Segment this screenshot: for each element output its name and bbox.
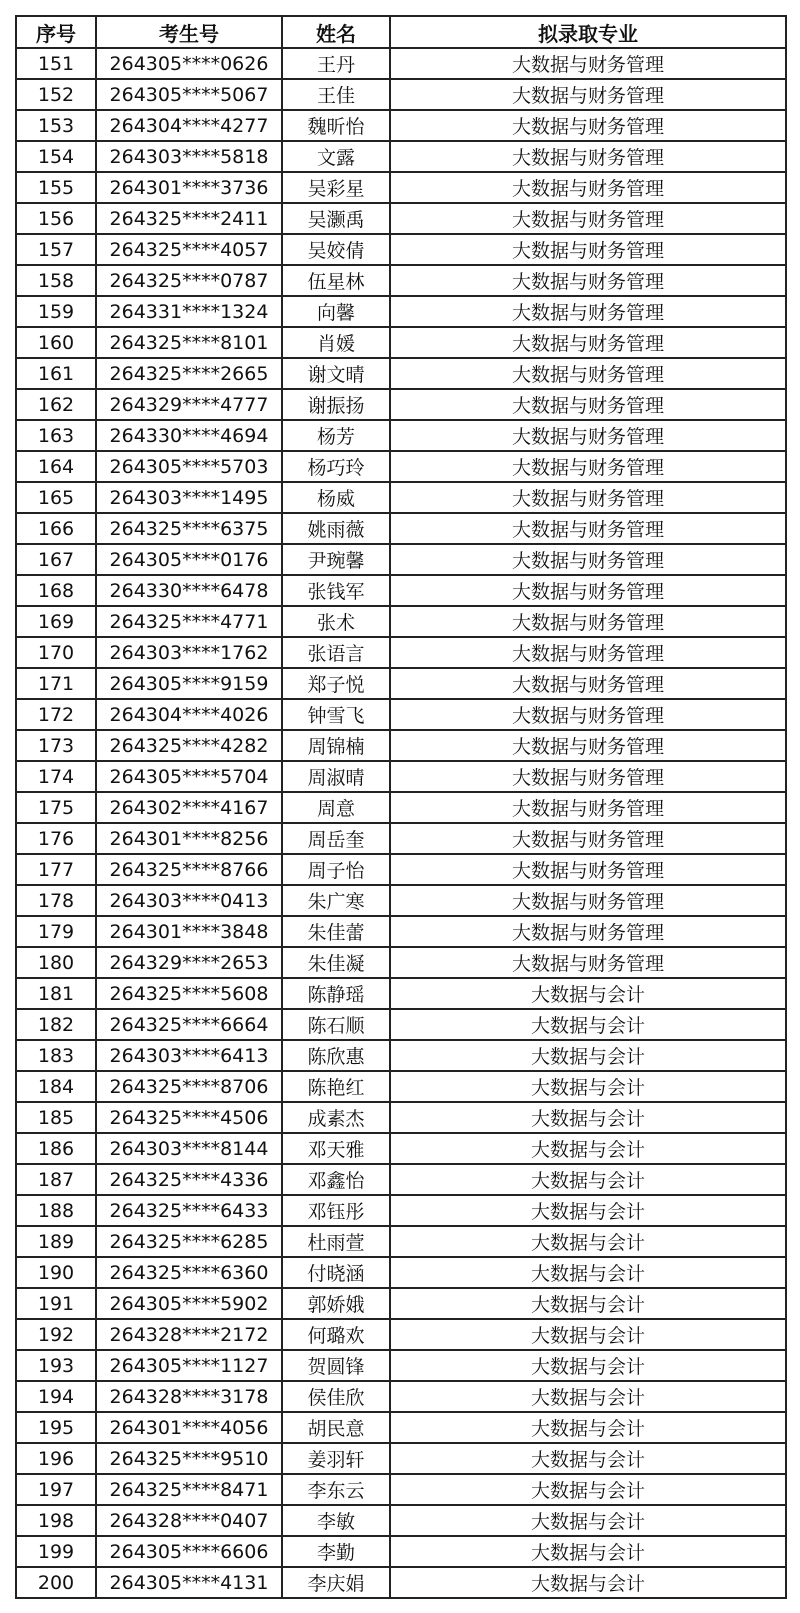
admitted-major-cell: 大数据与财务管理 (390, 141, 786, 172)
candidate-number-cell: 264305****0176 (96, 544, 282, 575)
admitted-major-cell: 大数据与财务管理 (390, 358, 786, 389)
name-cell: 郑子悦 (282, 668, 390, 699)
name-cell: 杨威 (282, 482, 390, 513)
admitted-major-cell: 大数据与财务管理 (390, 699, 786, 730)
admitted-major-cell: 大数据与财务管理 (390, 172, 786, 203)
serial-number-cell: 151 (16, 48, 96, 79)
candidate-number-cell: 264305****5902 (96, 1288, 282, 1319)
admitted-major-cell: 大数据与财务管理 (390, 606, 786, 637)
serial-number-cell: 154 (16, 141, 96, 172)
admitted-major-cell: 大数据与财务管理 (390, 482, 786, 513)
admitted-major-cell: 大数据与财务管理 (390, 327, 786, 358)
candidate-number-cell: 264303****5818 (96, 141, 282, 172)
serial-number-cell: 182 (16, 1009, 96, 1040)
admitted-major-cell: 大数据与财务管理 (390, 575, 786, 606)
serial-number-cell: 196 (16, 1443, 96, 1474)
admitted-major-cell: 大数据与财务管理 (390, 854, 786, 885)
table-row (16, 854, 786, 885)
name-cell: 李敏 (282, 1505, 390, 1536)
name-cell: 杨巧玲 (282, 451, 390, 482)
serial-number-cell: 161 (16, 358, 96, 389)
name-cell: 谢振扬 (282, 389, 390, 420)
admitted-major-cell: 大数据与会计 (390, 1412, 786, 1443)
table-row (16, 792, 786, 823)
name-cell: 郭娇娥 (282, 1288, 390, 1319)
serial-number-cell: 189 (16, 1226, 96, 1257)
candidate-number-cell: 264325****6433 (96, 1195, 282, 1226)
candidate-number-cell: 264328****0407 (96, 1505, 282, 1536)
admitted-major-cell: 大数据与财务管理 (390, 48, 786, 79)
serial-number-cell: 159 (16, 296, 96, 327)
table-row (16, 203, 786, 234)
admitted-major-cell: 大数据与财务管理 (390, 234, 786, 265)
serial-number-cell: 190 (16, 1257, 96, 1288)
name-cell: 周意 (282, 792, 390, 823)
table-row (16, 1257, 786, 1288)
candidate-number-cell: 264305****6606 (96, 1536, 282, 1567)
admitted-major-cell: 大数据与会计 (390, 1288, 786, 1319)
table-row (16, 978, 786, 1009)
name-cell: 谢文晴 (282, 358, 390, 389)
candidate-number-cell: 264305****9159 (96, 668, 282, 699)
name-cell: 文露 (282, 141, 390, 172)
name-cell: 陈静瑶 (282, 978, 390, 1009)
name-cell: 张语言 (282, 637, 390, 668)
table-row (16, 1226, 786, 1257)
table-row (16, 699, 786, 730)
candidate-number-cell: 264329****4777 (96, 389, 282, 420)
candidate-number-cell: 264331****1324 (96, 296, 282, 327)
admitted-major-cell: 大数据与会计 (390, 1350, 786, 1381)
serial-number-cell: 185 (16, 1102, 96, 1133)
name-cell: 姚雨薇 (282, 513, 390, 544)
serial-number-cell: 194 (16, 1381, 96, 1412)
table-row (16, 1040, 786, 1071)
admitted-major-cell: 大数据与会计 (390, 1102, 786, 1133)
table-row (16, 947, 786, 978)
serial-number-cell: 171 (16, 668, 96, 699)
candidate-number-cell: 264325****5608 (96, 978, 282, 1009)
candidate-number-cell: 264303****0413 (96, 885, 282, 916)
candidate-number-cell: 264325****4771 (96, 606, 282, 637)
name-cell: 陈石顺 (282, 1009, 390, 1040)
table-row (16, 637, 786, 668)
candidate-number-cell: 264303****1762 (96, 637, 282, 668)
candidate-number-cell: 264329****2653 (96, 947, 282, 978)
candidate-number-cell: 264328****3178 (96, 1381, 282, 1412)
name-cell: 肖媛 (282, 327, 390, 358)
table-row (16, 1350, 786, 1381)
candidate-number-cell: 264325****8101 (96, 327, 282, 358)
serial-number-cell: 181 (16, 978, 96, 1009)
serial-number-cell: 197 (16, 1474, 96, 1505)
table-row (16, 420, 786, 451)
name-cell: 杜雨萱 (282, 1226, 390, 1257)
name-cell: 李勤 (282, 1536, 390, 1567)
serial-number-cell: 186 (16, 1133, 96, 1164)
candidate-number-cell: 264305****5067 (96, 79, 282, 110)
candidate-number-cell: 264325****0787 (96, 265, 282, 296)
table-row (16, 1288, 786, 1319)
table-row (16, 482, 786, 513)
serial-number-cell: 162 (16, 389, 96, 420)
table-row (16, 1319, 786, 1350)
serial-number-cell: 165 (16, 482, 96, 513)
header-admitted-major: 拟录取专业 (390, 16, 786, 48)
table-row (16, 1071, 786, 1102)
table-body (16, 48, 786, 1598)
admitted-major-cell: 大数据与会计 (390, 1195, 786, 1226)
name-cell: 付晓涵 (282, 1257, 390, 1288)
table-row (16, 1009, 786, 1040)
serial-number-cell: 199 (16, 1536, 96, 1567)
serial-number-cell: 184 (16, 1071, 96, 1102)
table-row (16, 575, 786, 606)
serial-number-cell: 195 (16, 1412, 96, 1443)
admitted-major-cell: 大数据与财务管理 (390, 265, 786, 296)
admitted-major-cell: 大数据与财务管理 (390, 513, 786, 544)
candidate-number-cell: 264301****8256 (96, 823, 282, 854)
candidate-number-cell: 264325****6375 (96, 513, 282, 544)
table-row (16, 668, 786, 699)
table-row (16, 1102, 786, 1133)
serial-number-cell: 191 (16, 1288, 96, 1319)
candidate-number-cell: 264305****5703 (96, 451, 282, 482)
serial-number-cell: 198 (16, 1505, 96, 1536)
admitted-major-cell: 大数据与财务管理 (390, 637, 786, 668)
admitted-major-cell: 大数据与会计 (390, 1536, 786, 1567)
name-cell: 朱广寒 (282, 885, 390, 916)
table-row (16, 110, 786, 141)
serial-number-cell: 176 (16, 823, 96, 854)
candidate-number-cell: 264305****0626 (96, 48, 282, 79)
serial-number-cell: 187 (16, 1164, 96, 1195)
admitted-major-cell: 大数据与财务管理 (390, 761, 786, 792)
table-row (16, 823, 786, 854)
candidate-number-cell: 264325****6664 (96, 1009, 282, 1040)
name-cell: 周子怡 (282, 854, 390, 885)
name-cell: 张钱军 (282, 575, 390, 606)
candidate-number-cell: 264325****4336 (96, 1164, 282, 1195)
table-row (16, 1195, 786, 1226)
table-row (16, 234, 786, 265)
candidate-number-cell: 264304****4026 (96, 699, 282, 730)
admitted-major-cell: 大数据与会计 (390, 1443, 786, 1474)
table-row (16, 141, 786, 172)
name-cell: 周淑晴 (282, 761, 390, 792)
name-cell: 朱佳蕾 (282, 916, 390, 947)
admitted-major-cell: 大数据与会计 (390, 1474, 786, 1505)
name-cell: 周锦楠 (282, 730, 390, 761)
admitted-major-cell: 大数据与会计 (390, 1319, 786, 1350)
name-cell: 姜羽轩 (282, 1443, 390, 1474)
admitted-major-cell: 大数据与财务管理 (390, 823, 786, 854)
name-cell: 陈欣惠 (282, 1040, 390, 1071)
serial-number-cell: 188 (16, 1195, 96, 1226)
table-row (16, 606, 786, 637)
admitted-major-cell: 大数据与财务管理 (390, 79, 786, 110)
table-row (16, 1412, 786, 1443)
serial-number-cell: 192 (16, 1319, 96, 1350)
header-candidate-number: 考生号 (96, 16, 282, 48)
admitted-major-cell: 大数据与财务管理 (390, 668, 786, 699)
name-cell: 贺圆锋 (282, 1350, 390, 1381)
candidate-number-cell: 264325****2665 (96, 358, 282, 389)
name-cell: 胡民意 (282, 1412, 390, 1443)
candidate-number-cell: 264325****4057 (96, 234, 282, 265)
name-cell: 邓天雅 (282, 1133, 390, 1164)
name-cell: 何璐欢 (282, 1319, 390, 1350)
name-cell: 陈艳红 (282, 1071, 390, 1102)
serial-number-cell: 177 (16, 854, 96, 885)
serial-number-cell: 200 (16, 1567, 96, 1598)
candidate-number-cell: 264328****2172 (96, 1319, 282, 1350)
serial-number-cell: 168 (16, 575, 96, 606)
table-row (16, 265, 786, 296)
table-header-row (16, 16, 786, 48)
header-serial-number: 序号 (16, 16, 96, 48)
admitted-major-cell: 大数据与财务管理 (390, 296, 786, 327)
name-cell: 王丹 (282, 48, 390, 79)
admitted-major-cell: 大数据与财务管理 (390, 110, 786, 141)
admitted-major-cell: 大数据与会计 (390, 1226, 786, 1257)
candidate-number-cell: 264301****4056 (96, 1412, 282, 1443)
serial-number-cell: 179 (16, 916, 96, 947)
name-cell: 成素杰 (282, 1102, 390, 1133)
name-cell: 杨芳 (282, 420, 390, 451)
table-row (16, 730, 786, 761)
candidate-number-cell: 264325****9510 (96, 1443, 282, 1474)
name-cell: 邓钰彤 (282, 1195, 390, 1226)
candidate-number-cell: 264325****6285 (96, 1226, 282, 1257)
table-row (16, 1474, 786, 1505)
candidate-number-cell: 264325****4282 (96, 730, 282, 761)
candidate-number-cell: 264325****8471 (96, 1474, 282, 1505)
name-cell: 伍星林 (282, 265, 390, 296)
candidate-number-cell: 264325****2411 (96, 203, 282, 234)
candidate-number-cell: 264303****8144 (96, 1133, 282, 1164)
table-row (16, 761, 786, 792)
table-row (16, 544, 786, 575)
table-row (16, 327, 786, 358)
admitted-major-cell: 大数据与财务管理 (390, 451, 786, 482)
serial-number-cell: 158 (16, 265, 96, 296)
serial-number-cell: 173 (16, 730, 96, 761)
table-row (16, 916, 786, 947)
table-row (16, 1443, 786, 1474)
name-cell: 向馨 (282, 296, 390, 327)
serial-number-cell: 160 (16, 327, 96, 358)
admitted-major-cell: 大数据与会计 (390, 1133, 786, 1164)
serial-number-cell: 174 (16, 761, 96, 792)
serial-number-cell: 170 (16, 637, 96, 668)
serial-number-cell: 156 (16, 203, 96, 234)
table-row (16, 1536, 786, 1567)
name-cell: 吴彩星 (282, 172, 390, 203)
name-cell: 吴灏禹 (282, 203, 390, 234)
serial-number-cell: 164 (16, 451, 96, 482)
name-cell: 魏昕怡 (282, 110, 390, 141)
admitted-major-cell: 大数据与财务管理 (390, 389, 786, 420)
admitted-major-cell: 大数据与财务管理 (390, 203, 786, 234)
table-row (16, 1381, 786, 1412)
table-row (16, 451, 786, 482)
name-cell: 钟雪飞 (282, 699, 390, 730)
admitted-major-cell: 大数据与财务管理 (390, 792, 786, 823)
admitted-major-cell: 大数据与会计 (390, 1040, 786, 1071)
table-row (16, 358, 786, 389)
candidate-number-cell: 264325****4506 (96, 1102, 282, 1133)
serial-number-cell: 155 (16, 172, 96, 203)
admitted-major-cell: 大数据与会计 (390, 1505, 786, 1536)
admitted-major-cell: 大数据与财务管理 (390, 885, 786, 916)
name-cell: 朱佳凝 (282, 947, 390, 978)
serial-number-cell: 193 (16, 1350, 96, 1381)
admitted-major-cell: 大数据与会计 (390, 1257, 786, 1288)
serial-number-cell: 157 (16, 234, 96, 265)
header-name: 姓名 (282, 16, 390, 48)
serial-number-cell: 172 (16, 699, 96, 730)
candidate-number-cell: 264325****8766 (96, 854, 282, 885)
serial-number-cell: 153 (16, 110, 96, 141)
candidate-number-cell: 264301****3848 (96, 916, 282, 947)
serial-number-cell: 167 (16, 544, 96, 575)
candidate-number-cell: 264330****4694 (96, 420, 282, 451)
candidate-number-cell: 264303****6413 (96, 1040, 282, 1071)
name-cell: 张术 (282, 606, 390, 637)
candidate-number-cell: 264303****1495 (96, 482, 282, 513)
table-row (16, 1505, 786, 1536)
admitted-major-cell: 大数据与财务管理 (390, 420, 786, 451)
admitted-major-cell: 大数据与财务管理 (390, 916, 786, 947)
candidate-number-cell: 264330****6478 (96, 575, 282, 606)
admitted-major-cell: 大数据与会计 (390, 978, 786, 1009)
candidate-number-cell: 264325****6360 (96, 1257, 282, 1288)
name-cell: 吴姣倩 (282, 234, 390, 265)
table-row (16, 885, 786, 916)
candidate-number-cell: 264304****4277 (96, 110, 282, 141)
candidate-number-cell: 264305****1127 (96, 1350, 282, 1381)
table-row (16, 172, 786, 203)
admitted-major-cell: 大数据与会计 (390, 1071, 786, 1102)
name-cell: 王佳 (282, 79, 390, 110)
table-row (16, 389, 786, 420)
serial-number-cell: 175 (16, 792, 96, 823)
candidate-number-cell: 264305****5704 (96, 761, 282, 792)
admitted-major-cell: 大数据与会计 (390, 1164, 786, 1195)
name-cell: 尹琬馨 (282, 544, 390, 575)
name-cell: 李东云 (282, 1474, 390, 1505)
admitted-major-cell: 大数据与财务管理 (390, 730, 786, 761)
name-cell: 侯佳欣 (282, 1381, 390, 1412)
admitted-major-cell: 大数据与财务管理 (390, 947, 786, 978)
name-cell: 李庆娟 (282, 1567, 390, 1598)
serial-number-cell: 163 (16, 420, 96, 451)
serial-number-cell: 166 (16, 513, 96, 544)
admitted-major-cell: 大数据与会计 (390, 1567, 786, 1598)
serial-number-cell: 169 (16, 606, 96, 637)
candidate-number-cell: 264301****3736 (96, 172, 282, 203)
table-row (16, 48, 786, 79)
table-row (16, 513, 786, 544)
table-row (16, 79, 786, 110)
serial-number-cell: 180 (16, 947, 96, 978)
candidate-number-cell: 264305****4131 (96, 1567, 282, 1598)
table-row (16, 1164, 786, 1195)
table-row (16, 1567, 786, 1598)
serial-number-cell: 152 (16, 79, 96, 110)
admitted-major-cell: 大数据与会计 (390, 1381, 786, 1412)
table-row (16, 1133, 786, 1164)
admitted-major-cell: 大数据与会计 (390, 1009, 786, 1040)
serial-number-cell: 178 (16, 885, 96, 916)
table-row (16, 296, 786, 327)
name-cell: 周岳奎 (282, 823, 390, 854)
name-cell: 邓鑫怡 (282, 1164, 390, 1195)
candidate-number-cell: 264302****4167 (96, 792, 282, 823)
serial-number-cell: 183 (16, 1040, 96, 1071)
admission-list-table (15, 15, 787, 1599)
candidate-number-cell: 264325****8706 (96, 1071, 282, 1102)
admitted-major-cell: 大数据与财务管理 (390, 544, 786, 575)
